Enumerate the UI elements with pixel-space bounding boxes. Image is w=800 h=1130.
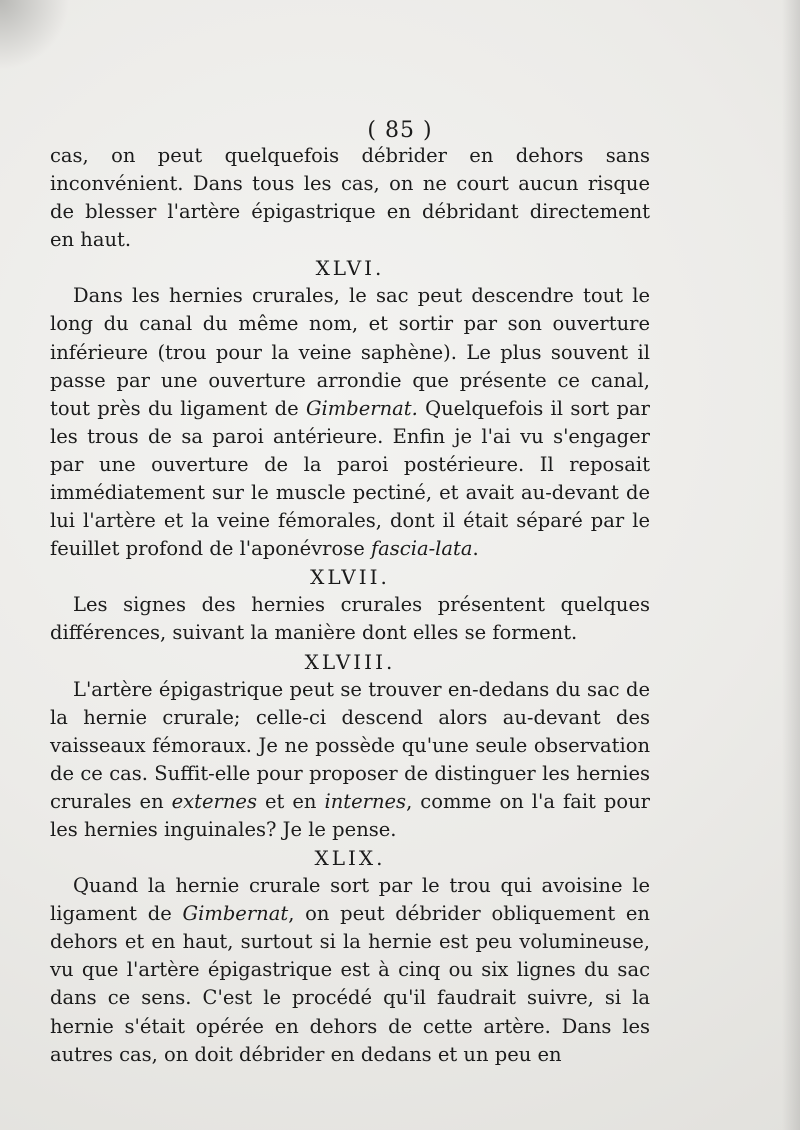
section-heading-xlix: XLIX. (314, 846, 386, 871)
page-edge-shadow (782, 0, 800, 1130)
section-heading-xlvii: XLVII. (310, 565, 390, 590)
section-heading-xlvi: XLVI. (315, 256, 385, 281)
text-run: Dans les hernies crurales, le sac peut descendre tout le long du canal du même nom, et sortir par son ouverture inférieure (trou pour la veine saphène). Le plus souvent il passe par une ouverture arrondie que présente ce canal, tout près du ligament de (50, 284, 650, 420)
text-run: , on peut débrider obliquement en dehors et en haut, surtout si la hernie est peu volumineuse, vu que l'artère épigastrique est à cinq ou six lignes du sac dans ce sens. C'est le procédé qu'il faudrait suivre, si la hernie s'était opérée en dehors de cette artère. Dans les autres cas, on doit débrider en dedans et un peu en (50, 902, 650, 1066)
corner-stain (0, 0, 70, 70)
italic-run: internes (324, 789, 407, 813)
text-run: Quelquefois il sort par les trous de sa paroi antérieure. Enfin je l'ai vu s'engager par une ouverture de la paroi postérieure. Il reposait immédiatement sur le muscle pectiné, et avait au-devant de lui l'artère et la veine fémorales, dont il était séparé par le feuillet profond de l'aponévrose (50, 396, 650, 561)
text-run: et en (256, 789, 325, 813)
continuation-paragraph: cas, on peut quelquefois débrider en dehors sans inconvénient. Dans tous les cas, on ne court aucun risque de blesser l'artère épigastrique en débridant directement en haut. (50, 144, 650, 252)
italic-run: Gimbernat (182, 902, 289, 926)
italic-run: externes (171, 789, 257, 813)
paragraph-xlvii: Les signes des hernies crurales présentent quelques différences, suivant la manière dont elles se forment. (50, 593, 650, 645)
text-run: Quand la hernie crurale sort par le trou qui avoisine le ligament de (50, 874, 650, 926)
page-number: ( 85 ) (367, 118, 433, 143)
section-heading-xlviii: XLVIII. (304, 649, 396, 674)
paragraph-xlix (50, 872, 650, 1069)
italic-run: fascia-lata (370, 537, 473, 561)
paragraph-xlviii (50, 676, 650, 845)
italic-run: Gimbernat. (305, 396, 418, 420)
text-run: L'artère épigastrique peut se trouver en-dedans du sac de la hernie crurale; celle-ci descend alors au-devant des vaisseaux fémoraux. Je ne possède qu'une seule observation de ce cas. Suffit-elle pour proposer de distinguer les hernies crurales en (50, 677, 650, 813)
text-run: , comme on l'a fait pour les hernies inguinales? Je le pense. (50, 789, 651, 841)
text-run: . (472, 537, 479, 561)
paragraph-xlvi (50, 282, 650, 563)
page-body (50, 142, 650, 1069)
